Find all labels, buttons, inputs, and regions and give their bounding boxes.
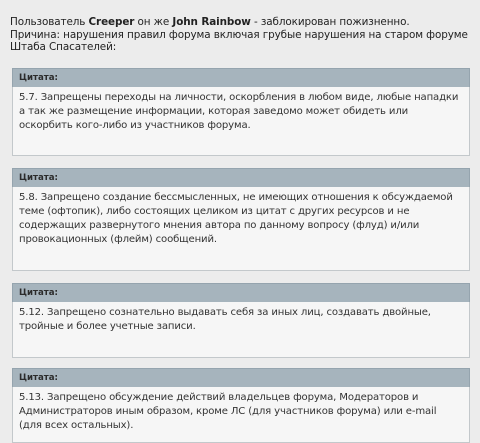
quote-block bbox=[12, 283, 470, 358]
quote-block bbox=[12, 168, 470, 271]
reason-text: нарушения правил форума включая грубые нарушения на старом форуме Штаба Спасателей: bbox=[10, 28, 468, 53]
quote-block bbox=[12, 68, 470, 156]
quote-body: 5.13. Запрещено обсуждение действий владельцев форума, Модераторов и Администраторов иным образом, кроме ЛС (для участников форума) или e-mail (для всех остальных). bbox=[12, 387, 470, 443]
quote-body: 5.12. Запрещено сознательно выдавать себя за иных лиц, создавать двойные, тройные и более учетные записи. bbox=[12, 302, 470, 358]
ban-status: - заблокирован пожизненно. bbox=[254, 16, 410, 28]
alias-name: John Rainbow bbox=[172, 16, 251, 28]
ban-notice bbox=[10, 16, 472, 54]
quote-body: 5.7. Запрещены переходы на личности, оскорбления в любом виде, любые нападки а так же размещение информации, которая заведомо может обидеть или оскорбить кого-либо из участников форума. bbox=[12, 87, 470, 156]
alias-prefix: он же bbox=[137, 16, 170, 28]
user-name: Creeper bbox=[88, 16, 135, 28]
user-prefix: Пользователь bbox=[10, 16, 86, 28]
reason-label: Причина: bbox=[10, 28, 60, 41]
quote-title: Цитата: bbox=[12, 283, 470, 302]
forum-post bbox=[8, 0, 472, 432]
quote-title: Цитата: bbox=[12, 368, 470, 387]
quote-body: 5.8. Запрещено создание бессмысленных, не имеющих отношения к обсуждаемой теме (офтопик), либо состоящих целиком из цитат с других ресурсов и не содержащих развернутого мнения автора по данному вопросу (флуд) и/или провокационных (флейм) сообщений. bbox=[12, 187, 470, 271]
quote-title: Цитата: bbox=[12, 168, 470, 187]
quote-title: Цитата: bbox=[12, 68, 470, 87]
